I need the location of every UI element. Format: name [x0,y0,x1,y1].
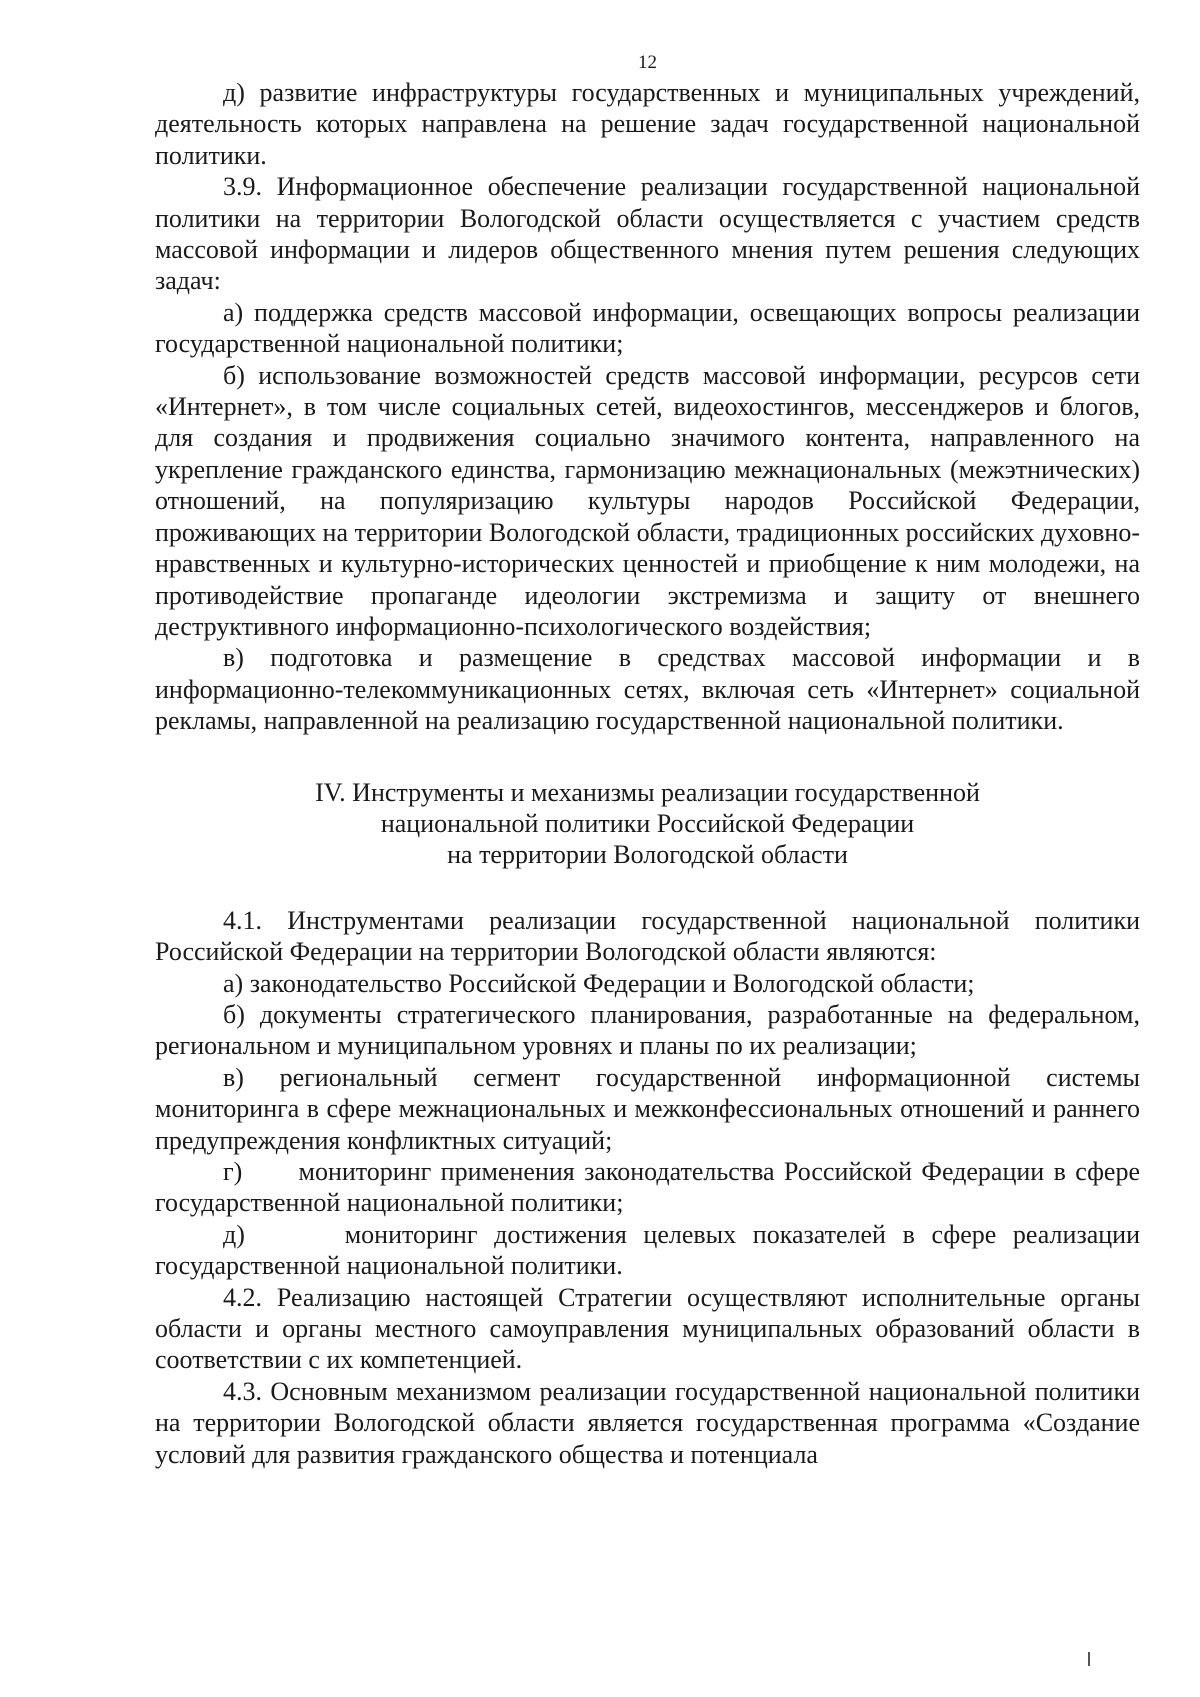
paragraph: 3.9. Информационное обеспечение реализации государственной национальной политики на территории Вологодской области осуществляется с участием средств массовой информации и лидеров общественного мнения путем решения следующих задач: [155,172,1140,296]
document-body [155,77,1140,1470]
paragraph: в) региональный сегмент государственной информационной системы мониторинга в сфере межнациональных и межконфессиональных отношений и раннего предупреждения конфликтных ситуаций; [155,1062,1140,1155]
paragraphs-after-heading [155,905,1140,1470]
paragraph: б) использование возможностей средств массовой информации, ресурсов сети «Интернет», в том числе социальных сетей, видеохостингов, мессенджеров и блогов, для создания и продвижения социально значимого контента, направленного на укрепление гражданского единства, гармонизацию межнациональных (межэтнических) отношений, на популяризацию культуры народов Российской Федерации, проживающих на территории Вологодской области, традиционных российских духовно-нравственных и культурно-исторических ценностей и приобщение к ним молодежи, на противодействие пропаганде идеологии экстремизма и защиту от внешнего деструктивного информационно-психологического воздействия; [155,360,1140,641]
paragraph: в) подготовка и размещение в средствах массовой информации и в информационно-телекоммуникационных сетях, включая сеть «Интернет» социальной рекламы, направленной на реализацию государственной национальной политики. [155,643,1140,736]
paragraph: 4.3. Основным механизмом реализации государственной национальной политики на территории Вологодской области является государственная программа «Создание условий для развития гражданского общества и потенциала [155,1376,1140,1469]
paragraph: д) развитие инфраструктуры государственных и муниципальных учреждений, деятельность которых направлена на решение задач государственной национальной политики. [155,78,1140,170]
section-heading-line: на территории Вологодской области [447,840,848,870]
section-heading [155,777,1140,871]
paragraphs-before-heading [155,77,1140,737]
scan-mark [1088,1652,1090,1666]
section-heading-line: IV. Инструменты и механизмы реализации государственной [315,777,980,807]
section-heading-line: национальной политики Российской Федерации [380,808,915,838]
paragraph: г) мониторинг применения законодательства Российской Федерации в сфере государственной национальной политики; [155,1157,1140,1218]
paragraph: а) законодательство Российской Федерации и Вологодской области; [223,968,975,998]
paragraph: 4.1. Инструментами реализации государственной национальной политики Российской Федерации на территории Вологодской области являются: [155,905,1140,967]
paragraph: а) поддержка средств массовой информации, освещающих вопросы реализации государственной национальной политики; [155,297,1140,359]
paragraph: д) мониторинг достижения целевых показателей в сфере реализации государственной национальной политики. [155,1219,1140,1281]
document-page [155,0,1140,1697]
paragraph: 4.2. Реализацию настоящей Стратегии осуществляют исполнительные органы области и органы местного самоуправления муниципальных образований области в соответствии с их компетенцией. [155,1282,1140,1375]
paragraph: б) документы стратегического планирования, разработанные на федеральном, региональном и муниципальном уровнях и планы по их реализации; [155,999,1140,1061]
page-number: 12 [638,52,657,73]
